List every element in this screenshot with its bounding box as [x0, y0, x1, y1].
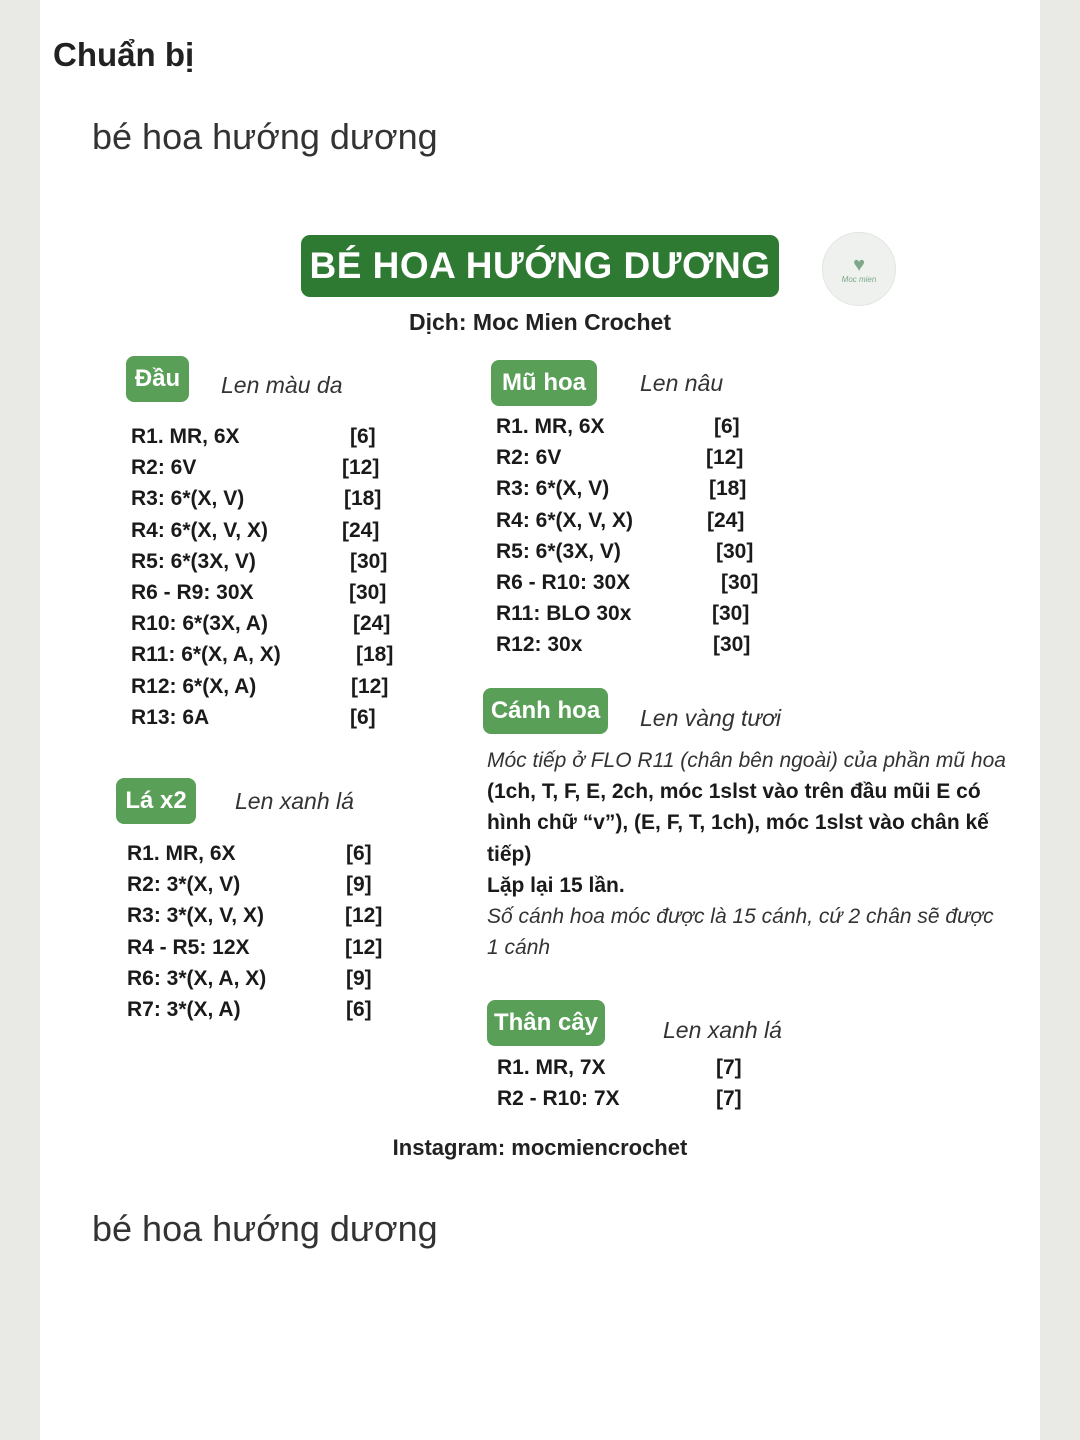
- leaf-tag: Lá x2: [116, 778, 196, 824]
- petal-tag: Cánh hoa: [483, 688, 608, 734]
- petal-line-1: Móc tiếp ở FLO R11 (chân bên ngoài) của phần mũ hoa: [487, 749, 1006, 772]
- logo-text: Moc mien: [841, 274, 877, 284]
- leaf-icon: ♥: [853, 253, 865, 276]
- stem-yarn: Len xanh lá: [663, 1017, 782, 1043]
- hat-tag: Mũ hoa: [491, 360, 597, 406]
- head-tag: Đầu: [126, 356, 189, 402]
- petal-line-4: Số cánh hoa móc được là 15 cánh, cứ 2 chân sẽ được 1 cánh: [487, 905, 994, 960]
- leaf-yarn: Len xanh lá: [235, 788, 354, 814]
- hat-yarn: Len nâu: [640, 370, 724, 396]
- pattern-card: BÉ HOA HƯỚNG DƯƠNG ♥ Moc mien Dịch: Moc Mien Crochet Đầu Len màu da R1. MR, 6X [6] R2: 6V [12] R3: 6*(X, V) [18] R4: 6*(X, V, X) [24] R5: 6*(3X, V) [30] R6 - R9: 30X [30] R10: 6*(3X, A) [24] R11: 6*(X, A, X) [18] R12: 6*(X, A) [12] R13: 6A [6] Lá x2 Len xanh lá R1. MR, 6X [6] R2: 3*(X, V) [9] R3: 3*(X, V, X) [12] R4 - R5: 12X [12] R6: 3*(X, A, X) [9] R7: 3*(X, A) [6] Mũ hoa Len nâu R1. MR, 6X [6] R2: 6V [12] R3: 6*(X, V) [18] R4: 6*(X, V, X) [24] R5: 6*(3X, V) [30] R6 - R10: 30X [30] R11: BLO 30x [30] R12: 30x [30] Cánh hoa Len vàng tươi Móc tiếp ở FLO R11 (chân bên ngoài) của phần mũ hoa (1ch, T, F, E, 2ch, móc 1slst vào trên đầu mũi E có hình chữ “v”), (E, F, T, 1ch), móc 1slst vào chân kế tiếp) Lặp lại 15 lần. Số cánh hoa móc được là 15 cánh, cứ 2 chân sẽ được 1 cánh Thân cây Len xanh lá R1. MR, 7X [7] R2 - R10: 7X [7] Instagram: mocmiencrochet: [40, 215, 1040, 1175]
- caption-top: bé hoa hướng dương: [92, 116, 438, 157]
- petal-instructions: [487, 745, 1007, 963]
- caption-bottom: bé hoa hướng dương: [92, 1208, 438, 1249]
- page: [40, 0, 1040, 1440]
- stem-tag: Thân cây: [487, 1000, 605, 1046]
- brand-logo: [822, 232, 896, 306]
- head-yarn: Len màu da: [221, 372, 343, 398]
- section-title: Chuẩn bị: [53, 36, 195, 73]
- petal-yarn: Len vàng tươi: [640, 705, 782, 731]
- petal-line-2: (1ch, T, F, E, 2ch, móc 1slst vào trên đầu mũi E có hình chữ “v”), (E, F, T, 1ch), móc 1slst vào chân kế tiếp): [487, 780, 989, 866]
- pattern-title: BÉ HOA HƯỚNG DƯƠNG: [301, 235, 779, 297]
- translator-credit: Dịch: Moc Mien Crochet: [409, 309, 671, 335]
- instagram-credit: Instagram: mocmiencrochet: [392, 1135, 688, 1160]
- petal-line-3: Lặp lại 15 lần.: [487, 873, 625, 897]
